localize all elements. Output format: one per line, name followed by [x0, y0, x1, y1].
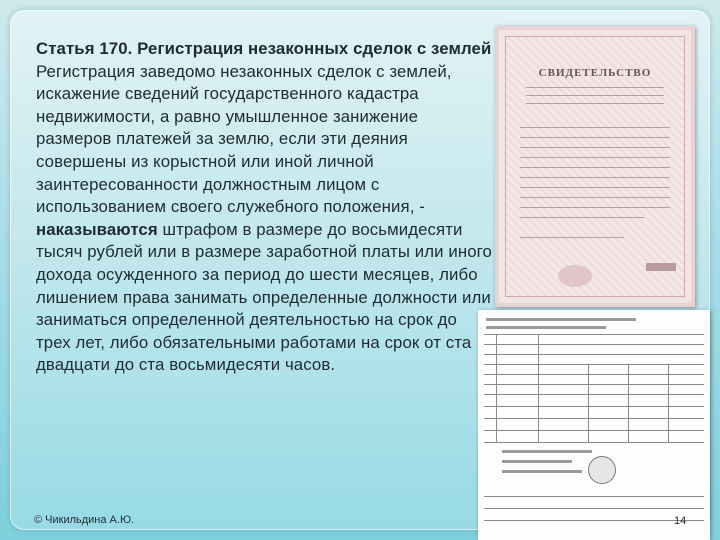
certificate-line [526, 103, 664, 104]
body-text-part2: штрафом в размере до восьмидесяти тысяч рублей или в размере заработной платы или иного дохода осужденного за период до шести месяцев, либо лишением права занимать определенные должности или заниматься определенной деятельностью на срок до трех лет, либо обязательными работами на срок от ста двадцати до ста восьмидесяти часов. [36, 219, 492, 375]
certificate-line [520, 137, 670, 138]
certificate-border [505, 36, 685, 297]
certificate-line [520, 177, 670, 178]
extract-row-line [484, 418, 704, 419]
extract-row-line [484, 394, 704, 395]
extract-row-line [484, 442, 704, 443]
extract-row-line [484, 354, 704, 355]
footer-author: © Чикильдина А.Ю. [34, 514, 135, 526]
extract-row-line [484, 496, 704, 497]
extract-text-line [502, 450, 592, 453]
certificate-line [520, 167, 670, 168]
extract-row-line [484, 374, 704, 375]
extract-text-line [486, 318, 636, 321]
extract-column-line [588, 364, 589, 442]
body-text-bold: наказываются [36, 219, 158, 239]
certificate-image [495, 26, 695, 307]
extract-text-line [502, 460, 572, 463]
slide-title: Статья 170. Регистрация незаконных сделок с землей [36, 39, 492, 58]
certificate-line [520, 157, 670, 158]
certificate-line [520, 147, 670, 148]
extract-column-line [668, 364, 669, 442]
extract-row-line [484, 430, 704, 431]
extract-row-line [484, 334, 704, 335]
certificate-line [520, 237, 624, 238]
extract-row-line [484, 508, 704, 509]
page-number: 14 [674, 515, 687, 527]
extract-column-line [628, 364, 629, 442]
certificate-stamp [646, 263, 676, 271]
extract-row-line [484, 384, 704, 385]
certificate-line [520, 187, 670, 188]
certificate-line [520, 207, 670, 208]
registry-extract-image [478, 310, 710, 540]
certificate-line [520, 217, 644, 218]
certificate-seal [558, 265, 592, 287]
body-text-part1: Регистрация заведомо незаконных сделок с землей, искажение сведений государственного кадастра недвижимости, а равно умышленное занижение размеров платежей за землю, если эти деяния совершены из корыстной или иной личной заинтересованности должностным лицом с использованием своего служебного положения, - [36, 61, 452, 217]
extract-row-line [484, 520, 704, 521]
extract-row-line [484, 344, 704, 345]
extract-column-line [496, 334, 497, 442]
extract-seal [588, 456, 616, 484]
extract-text-line [502, 470, 582, 473]
certificate-heading: СВИДЕТЕЛЬСТВО [538, 67, 652, 79]
certificate-line [526, 87, 664, 88]
extract-text-line [486, 326, 606, 329]
certificate-line [520, 197, 670, 198]
certificate-line [526, 95, 664, 96]
extract-row-line [484, 364, 704, 365]
certificate-line [520, 127, 670, 128]
extract-row-line [484, 406, 704, 407]
extract-column-line [538, 334, 539, 442]
slide-content [36, 38, 496, 377]
slide-body [36, 61, 496, 377]
